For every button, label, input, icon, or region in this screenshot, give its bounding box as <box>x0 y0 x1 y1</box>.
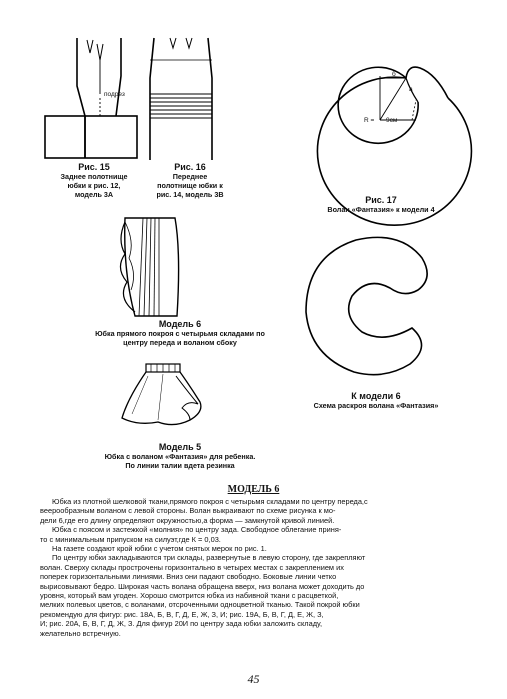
paragraph-3-line-1: На газете создают крой юбки с учетом снятых мерок по рис. 1. <box>52 544 267 554</box>
label-a: а <box>409 86 413 93</box>
paragraph-4-line-1: По центру юбки закладываются три склады, развернутые в левую сторону, где закрепляют <box>52 553 366 563</box>
model-6-line-1: Юбка прямого покроя с четырьмя складами по <box>95 329 265 338</box>
model-6-drawing <box>115 212 185 318</box>
article-heading: МОДЕЛЬ 6 <box>227 484 280 495</box>
paragraph-4-line-4: вырисовывают бедро. Широкая часть волана обращена вверх, низ волана может доходить до <box>40 581 365 591</box>
paragraph-1-line-3: дели 6,где его длину определяют окружностью,а форма — замкнутой кривой линией. <box>40 515 335 525</box>
flounce-fantasia-pattern <box>296 38 466 196</box>
figure-15-line-3: модель 3А <box>74 190 114 199</box>
figure-17-number: Рис. 17 <box>365 195 397 205</box>
paragraph-4-line-5: уровня, который вам угоден. Хорошо смотрится юбка из набивной ткани с расцветкой, <box>40 591 339 601</box>
flounce-cut-scheme <box>300 232 460 382</box>
paragraph-2-line-2: то с минимальным припуском на силуэт,где К = 0,03. <box>40 534 221 544</box>
paragraph-4-line-9: желательно встречную. <box>40 628 121 638</box>
model-5-number: Модель 5 <box>158 442 202 452</box>
paragraph-4-line-3: поперек горизонтальными линиями. Вниз они падают свободно. Боковые линии четко <box>40 572 337 582</box>
figure-16-caption <box>145 163 235 199</box>
model-6-flounce-number: К модели 6 <box>351 391 401 401</box>
figure-15-line-1: Заднее полотнище <box>60 172 128 181</box>
podrez-label: подрез <box>104 91 125 98</box>
figure-16-line-3: рис. 14, модель 3В <box>156 190 224 199</box>
paragraph-4-line-6: мелких полевых цветов, с воланами, отсроченными одноцветной тканью. Такой покрой юбки <box>40 600 360 610</box>
figure-16-line-1: Переднее <box>172 172 208 181</box>
model-5-line-1: Юбка с воланом «Фантазия» для ребенка. <box>104 452 256 461</box>
article-body <box>40 497 480 638</box>
paragraph-4-line-7: рекомендую для фигур: рис. 18А, Б, В, Г, Д, Е, Ж, З, И; рис. 19А, Б, В, Г, Д, Е, Ж, З, <box>40 609 324 619</box>
paragraph-1-line-2: веерообразным воланом с левой стороны. Волан выкраивают по схеме рисунка к мо- <box>40 506 336 516</box>
model-6-flounce-drawing <box>300 232 460 382</box>
figure-16-line-2: полотнище юбки к <box>157 181 223 190</box>
model-6-line-2: центру переда и воланом сбоку <box>123 338 237 347</box>
page-number: 45 <box>247 672 260 686</box>
front-panel-pattern <box>142 38 222 160</box>
figure-15-line-2: юбки к рис. 12, <box>67 181 121 190</box>
model-5-caption <box>80 443 280 470</box>
figure-17-drawing <box>296 38 466 196</box>
paragraph-4-line-8: И; рис. 20А, Б, В, Г, Д, Ж, З. Для фигур 20И по центру зада юбки заложить складу, <box>40 619 323 629</box>
model-6-flounce-caption <box>286 392 466 410</box>
model-5-line-2: По линии талии вдета резинка <box>125 461 235 470</box>
figure-15-drawing <box>40 38 140 158</box>
figure-17-line-1: Волан «Фантазия» к модели 4 <box>327 205 435 214</box>
model-6-caption <box>80 320 280 347</box>
figure-15-caption <box>38 163 150 199</box>
paragraph-1-line-1: Юбка из плотной шелковой ткани,прямого покроя с четырьмя складами по центру переда,с <box>52 497 368 506</box>
figure-16-number: Рис. 16 <box>174 162 206 172</box>
back-panel-pattern <box>40 38 140 158</box>
model-5-skirt <box>118 362 208 430</box>
model-6-flounce-line-1: Схема раскроя волана «Фантазия» <box>313 401 439 410</box>
figure-15-number: Рис. 15 <box>78 162 110 172</box>
model-6-skirt <box>115 212 185 318</box>
model-6-number: Модель 6 <box>158 319 202 329</box>
paragraph-2-line-1: Юбка с поясом и застежкой «молния» по центру зада. Свободное облегание приня- <box>52 525 342 535</box>
label-b: б <box>392 71 396 78</box>
figure-17-caption <box>286 196 476 214</box>
paragraph-4-line-2: волан. Сверху склады прострочены горизонтально в четырех местах с закреплением их <box>40 562 344 572</box>
model-5-drawing <box>118 362 208 430</box>
label-r: R = <box>364 117 375 124</box>
label-9cm: 9см <box>386 117 398 124</box>
figure-16-drawing <box>142 38 222 160</box>
